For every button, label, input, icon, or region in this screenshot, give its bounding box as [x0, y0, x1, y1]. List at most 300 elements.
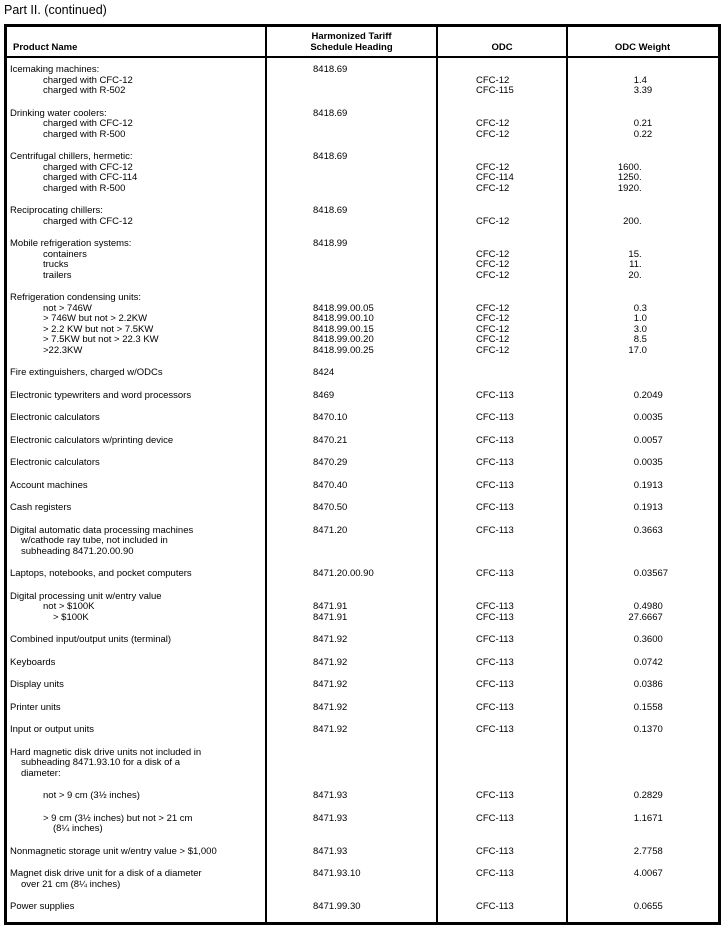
product-name-cell: Combined input/output units (terminal) — [10, 634, 172, 645]
odc-cell — [437, 152, 567, 163]
odc-weight-int: 3 — [633, 323, 639, 335]
odc-cell: CFC-12 — [476, 161, 510, 173]
odc-weight-frac: .03567 — [639, 568, 669, 579]
odc-weight-cell — [567, 725, 718, 736]
odc-cell: CFC-114 — [476, 172, 514, 183]
tariff-heading-cell — [266, 592, 437, 603]
odc-weight-int: 1 — [633, 313, 639, 324]
tariff-heading-cell: 8471.91 — [313, 601, 348, 612]
product-name-cell: Icemaking machines: — [10, 64, 100, 75]
odc-cell: CFC-12 — [476, 334, 510, 345]
odc-cell — [437, 824, 567, 835]
odc-weight-int: 27 — [628, 611, 639, 623]
tariff-heading-cell: 8471.92 — [313, 679, 348, 690]
row-group — [7, 748, 718, 780]
odc-weight-cell — [567, 569, 718, 580]
odc-weight-cell — [567, 748, 718, 759]
odc-weight-cell — [567, 526, 718, 537]
tariff-heading-cell: 8418.99.00.25 — [313, 344, 374, 356]
table-header-row — [7, 27, 718, 58]
product-name-cell: > 7.5KW but not > 22.3 KW — [43, 334, 159, 345]
product-name-cell: Hard magnetic disk drive units not included in — [10, 746, 202, 758]
product-name-cell: > 746W but not > 2.2KW — [43, 313, 148, 324]
product-name-cell: Mobile refrigeration systems: — [10, 238, 132, 249]
odc-cell: CFC-113 — [476, 568, 514, 579]
odc-weight-frac: .1671 — [639, 812, 663, 824]
tariff-heading-cell: 8471.92 — [313, 656, 348, 668]
odc-weight-cell — [567, 346, 718, 357]
odc-cell — [437, 769, 567, 780]
odc-weight-int: 0 — [633, 502, 639, 513]
odc-cell: CFC-113 — [476, 868, 514, 879]
odc-cell — [437, 239, 567, 250]
product-name-cell: >22.3KW — [43, 344, 83, 356]
odc-cell: CFC-113 — [476, 434, 514, 446]
product-name-cell: diameter: — [21, 767, 61, 779]
table-body — [7, 58, 718, 922]
odc-weight-int: 0 — [633, 524, 639, 536]
tariff-heading-cell — [266, 173, 437, 184]
odc-weight-int: 0 — [633, 118, 639, 129]
odc-weight-int — [567, 547, 639, 558]
tariff-heading-cell: 8470.10 — [313, 412, 348, 423]
product-name-cell: > $100K — [53, 611, 89, 623]
odc-cell: CFC-113 — [476, 524, 514, 536]
tariff-heading-cell: 8418.99.00.15 — [313, 323, 374, 335]
odc-weight-cell — [567, 436, 718, 447]
odc-weight-int: 0 — [633, 434, 639, 446]
odc-weight-int — [567, 206, 639, 217]
tariff-heading-cell: 8418.69 — [313, 205, 348, 216]
tariff-heading-cell — [266, 130, 437, 141]
odc-weight-int — [567, 239, 639, 250]
row-group — [7, 526, 718, 558]
odc-weight-cell — [567, 217, 718, 228]
odc-weight-cell — [567, 119, 718, 130]
tariff-heading-cell — [266, 536, 437, 547]
odc-weight-int: 8 — [633, 334, 639, 345]
odc-weight-cell — [567, 130, 718, 141]
odc-cell: CFC-12 — [476, 313, 510, 324]
odc-weight-cell — [567, 184, 718, 195]
product-name-cell: Electronic calculators — [10, 457, 100, 468]
odc-weight-frac: .22 — [639, 128, 653, 140]
product-name-cell: charged with CFC-12 — [43, 161, 133, 173]
odc-weight-frac: .3 — [639, 302, 647, 314]
odc-weight-cell — [567, 791, 718, 802]
odc-weight-cell — [567, 613, 718, 624]
product-name-cell: Centrifugal chillers, hermetic: — [10, 151, 133, 162]
product-name-cell: charged with CFC-12 — [43, 74, 133, 86]
product-name-cell: Electronic calculators w/printing device — [10, 434, 174, 446]
product-name-cell: subheading 8471.93.10 for a disk of a — [21, 757, 180, 768]
odc-weight-int: 17 — [628, 344, 639, 356]
odc-weight-int — [567, 758, 639, 769]
tariff-heading-cell: 8471.92 — [313, 634, 348, 645]
odc-weight-cell — [567, 152, 718, 163]
odc-weight-int — [567, 536, 639, 547]
odc-weight-frac: .1558 — [639, 701, 663, 713]
odc-weight-int: 0 — [633, 568, 639, 579]
tariff-table — [4, 24, 721, 925]
tariff-heading-cell — [266, 217, 437, 228]
page-title: Part II. (continued) — [4, 3, 107, 17]
odc-weight-cell — [567, 293, 718, 304]
row-group — [7, 109, 718, 141]
odc-cell: CFC-12 — [476, 248, 510, 260]
tariff-heading-cell — [266, 260, 437, 271]
odc-cell: CFC-12 — [476, 118, 510, 129]
odc-cell — [437, 368, 567, 379]
tariff-heading-cell — [266, 119, 437, 130]
odc-weight-int: 0 — [633, 656, 639, 668]
odc-weight-int — [567, 748, 639, 759]
odc-weight-int: 0 — [633, 790, 639, 801]
odc-weight-frac: . — [639, 269, 642, 281]
odc-weight-frac: .0035 — [639, 457, 663, 468]
odc-cell — [437, 547, 567, 558]
tariff-heading-cell: 8418.99.00.05 — [313, 302, 374, 314]
odc-weight-int: 0 — [633, 901, 639, 912]
odc-cell: CFC-113 — [476, 389, 514, 401]
odc-cell: CFC-12 — [476, 302, 510, 314]
row-group — [7, 293, 718, 356]
column-header-tariff-heading-line1: Harmonized Tariff — [311, 31, 392, 42]
odc-weight-frac: .39 — [639, 85, 653, 96]
odc-weight-cell — [567, 206, 718, 217]
product-name-cell: Drinking water coolers: — [10, 107, 107, 119]
odc-weight-cell — [567, 680, 718, 691]
tariff-heading-cell — [266, 163, 437, 174]
odc-weight-frac: . — [639, 172, 642, 183]
odc-cell: CFC-113 — [476, 701, 514, 713]
row-group — [7, 658, 718, 669]
product-name-cell: not > 746W — [43, 302, 92, 314]
odc-weight-cell — [567, 314, 718, 325]
odc-weight-frac: .3600 — [639, 634, 663, 645]
odc-cell: CFC-113 — [476, 634, 514, 645]
odc-weight-int — [567, 65, 639, 76]
odc-weight-cell — [567, 503, 718, 514]
tariff-heading-cell: 8418.69 — [313, 151, 348, 162]
odc-weight-cell — [567, 769, 718, 780]
tariff-heading-cell: 8418.69 — [313, 64, 348, 75]
tariff-heading-cell — [266, 76, 437, 87]
odc-weight-int: 0 — [633, 128, 639, 140]
odc-weight-int: 15 — [628, 248, 639, 260]
product-name-cell: not > $100K — [43, 601, 95, 612]
tariff-heading-cell — [266, 293, 437, 304]
odc-weight-int: 0 — [633, 634, 639, 645]
product-name-cell: Digital automatic data processing machines — [10, 524, 194, 536]
tariff-heading-cell — [266, 748, 437, 759]
odc-cell: CFC-113 — [476, 457, 514, 468]
odc-weight-frac: .0035 — [639, 412, 663, 423]
tariff-heading-cell: 8418.69 — [313, 107, 348, 119]
odc-weight-frac: . — [639, 259, 642, 270]
odc-weight-cell — [567, 271, 718, 282]
tariff-heading-cell: 8470.40 — [313, 479, 348, 491]
odc-weight-int: 0 — [633, 412, 639, 423]
odc-weight-frac: . — [639, 182, 642, 194]
product-name-cell: Magnet disk drive unit for a disk of a diameter — [10, 868, 202, 879]
odc-weight-frac: .0386 — [639, 679, 663, 690]
product-name-cell: Electronic calculators — [10, 412, 100, 423]
odc-weight-frac: .1370 — [639, 724, 663, 735]
tariff-heading-cell: 8471.93 — [313, 845, 348, 857]
odc-weight-frac: .4980 — [639, 601, 663, 612]
odc-weight-cell — [567, 703, 718, 714]
row-group — [7, 703, 718, 714]
odc-weight-int: 1250 — [617, 172, 639, 183]
odc-cell: CFC-12 — [476, 259, 510, 270]
odc-cell: CFC-12 — [476, 182, 510, 194]
odc-weight-int: 0 — [633, 679, 639, 690]
row-group — [7, 436, 718, 447]
tariff-heading-cell: 8470.50 — [313, 502, 348, 513]
odc-cell — [437, 293, 567, 304]
tariff-heading-cell — [266, 880, 437, 891]
odc-cell: CFC-113 — [476, 845, 514, 857]
odc-cell: CFC-113 — [476, 901, 514, 912]
row-group — [7, 503, 718, 514]
odc-cell — [437, 65, 567, 76]
tariff-heading-cell — [266, 547, 437, 558]
product-name-cell: charged with R-500 — [43, 128, 126, 140]
odc-weight-int: 200 — [623, 215, 639, 227]
tariff-heading-cell — [266, 769, 437, 780]
odc-cell — [437, 206, 567, 217]
tariff-heading-cell: 8471.93 — [313, 812, 348, 824]
odc-weight-cell — [567, 173, 718, 184]
column-header-tariff-heading-line2: Schedule Heading — [310, 42, 393, 53]
odc-weight-cell — [567, 880, 718, 891]
odc-weight-cell — [567, 635, 718, 646]
product-name-cell: Power supplies — [10, 901, 75, 912]
odc-weight-int — [567, 769, 639, 780]
tariff-heading-cell — [266, 824, 437, 835]
row-group — [7, 152, 718, 194]
row-group — [7, 869, 718, 890]
odc-weight-int — [567, 824, 639, 835]
row-group — [7, 725, 718, 736]
odc-cell: CFC-113 — [476, 601, 514, 612]
tariff-heading-cell — [266, 184, 437, 195]
odc-weight-frac: .4 — [639, 74, 647, 86]
row-group — [7, 791, 718, 802]
tariff-heading-cell: 8471.93.10 — [313, 868, 361, 879]
odc-cell: CFC-113 — [476, 412, 514, 423]
product-name-cell: Laptops, notebooks, and pocket computers — [10, 568, 192, 579]
column-header-product-name: Product Name — [13, 42, 78, 53]
odc-cell: CFC-113 — [476, 656, 514, 668]
odc-cell: CFC-12 — [476, 74, 510, 86]
row-group — [7, 902, 718, 913]
product-name-cell: charged with CFC-12 — [43, 215, 133, 227]
tariff-heading-cell: 8418.99 — [313, 238, 348, 249]
tariff-heading-cell: 8469 — [313, 389, 335, 401]
tariff-heading-cell: 8418.99.00.20 — [313, 334, 374, 345]
odc-weight-int: 1 — [633, 812, 639, 824]
column-header-odc-weight: ODC Weight — [614, 42, 671, 53]
odc-weight-frac: . — [639, 161, 642, 173]
odc-weight-int: 20 — [628, 269, 639, 281]
product-name-cell: > 2.2 KW but not > 7.5KW — [43, 323, 154, 335]
product-name-cell: charged with R-500 — [43, 182, 126, 194]
odc-weight-int: 1600 — [617, 161, 639, 173]
odc-weight-cell — [567, 391, 718, 402]
tariff-heading-cell — [266, 758, 437, 769]
odc-weight-int — [567, 293, 639, 304]
odc-cell: CFC-113 — [476, 724, 514, 735]
odc-weight-int: 0 — [633, 724, 639, 735]
column-header-odc: ODC — [491, 42, 513, 53]
product-name-cell: Account machines — [10, 479, 88, 491]
row-group — [7, 239, 718, 281]
product-name-cell: Fire extinguishers, charged w/ODCs — [10, 367, 163, 378]
odc-cell: CFC-12 — [476, 215, 510, 227]
row-group — [7, 635, 718, 646]
odc-weight-cell — [567, 847, 718, 858]
row-group — [7, 481, 718, 492]
product-name-cell: w/cathode ray tube, not included in — [21, 535, 168, 546]
odc-weight-int — [567, 109, 639, 120]
odc-weight-cell — [567, 335, 718, 346]
product-name-cell: Keyboards — [10, 656, 56, 668]
odc-cell: CFC-113 — [476, 479, 514, 491]
odc-weight-int: 1920 — [617, 182, 639, 194]
odc-weight-cell — [567, 902, 718, 913]
odc-cell: CFC-113 — [476, 812, 514, 824]
odc-weight-cell — [567, 239, 718, 250]
product-name-cell: Display units — [10, 679, 64, 690]
product-name-cell: containers — [43, 248, 87, 260]
odc-weight-cell — [567, 65, 718, 76]
odc-weight-frac: .2829 — [639, 790, 663, 801]
odc-weight-frac: .6667 — [639, 611, 663, 623]
odc-cell: CFC-113 — [476, 611, 514, 623]
odc-weight-cell — [567, 536, 718, 547]
odc-weight-cell — [567, 481, 718, 492]
tariff-heading-cell: 8470.21 — [313, 434, 348, 446]
odc-cell: CFC-113 — [476, 679, 514, 690]
product-name-cell: Input or output units — [10, 724, 94, 735]
odc-weight-frac: .0 — [639, 344, 647, 356]
odc-weight-cell — [567, 602, 718, 613]
tariff-heading-cell: 8471.91 — [313, 611, 348, 623]
row-group — [7, 814, 718, 835]
odc-weight-frac: .0057 — [639, 434, 663, 446]
tariff-heading-cell — [266, 250, 437, 261]
tariff-heading-cell: 8470.29 — [313, 457, 348, 468]
odc-cell — [437, 880, 567, 891]
product-name-cell: charged with CFC-114 — [43, 172, 138, 183]
odc-weight-int — [567, 880, 639, 891]
odc-weight-frac: .0067 — [639, 868, 663, 879]
odc-weight-frac: .0 — [639, 323, 647, 335]
product-name-cell: over 21 cm (8¼ inches) — [21, 878, 121, 890]
row-group — [7, 592, 718, 624]
odc-weight-int: 2 — [633, 845, 639, 857]
tariff-heading-cell: 8418.99.00.10 — [313, 313, 374, 324]
odc-weight-cell — [567, 368, 718, 379]
odc-cell — [437, 748, 567, 759]
odc-weight-int: 0 — [633, 457, 639, 468]
odc-weight-int: 0 — [633, 701, 639, 713]
odc-cell: CFC-12 — [476, 344, 510, 356]
tariff-heading-cell — [266, 86, 437, 97]
odc-weight-frac: .1913 — [639, 502, 663, 513]
row-group — [7, 413, 718, 424]
column-header-tariff-heading — [266, 31, 437, 56]
odc-cell: CFC-12 — [476, 269, 510, 281]
odc-weight-int: 4 — [633, 868, 639, 879]
product-name-cell: Nonmagnetic storage unit w/entry value > $1,000 — [10, 845, 217, 857]
product-name-cell: Reciprocating chillers: — [10, 205, 103, 216]
row-group — [7, 458, 718, 469]
odc-weight-int: 0 — [633, 389, 639, 401]
odc-weight-frac: .5 — [639, 334, 647, 345]
product-name-cell: Digital processing unit w/entry value — [10, 590, 162, 602]
odc-weight-int: 3 — [633, 85, 639, 96]
odc-weight-cell — [567, 814, 718, 825]
product-name-cell: Electronic typewriters and word processors — [10, 389, 192, 401]
odc-weight-cell — [567, 824, 718, 835]
odc-cell: CFC-12 — [476, 128, 510, 140]
product-name-cell: > 9 cm (3½ inches) but not > 21 cm — [43, 812, 193, 824]
product-name-cell: charged with CFC-12 — [43, 118, 133, 129]
tariff-heading-cell: 8471.20 — [313, 524, 348, 536]
tariff-heading-cell: 8471.20.00.90 — [313, 568, 374, 579]
odc-weight-frac: . — [639, 215, 642, 227]
odc-weight-cell — [567, 458, 718, 469]
product-name-cell: Printer units — [10, 701, 61, 713]
odc-weight-cell — [567, 547, 718, 558]
odc-weight-int: 11 — [629, 259, 639, 270]
odc-weight-cell — [567, 758, 718, 769]
odc-cell — [437, 758, 567, 769]
row-group — [7, 368, 718, 379]
odc-weight-frac: .3663 — [639, 524, 663, 536]
product-name-cell: (8¼ inches) — [53, 823, 103, 834]
odc-weight-frac: .1913 — [639, 479, 663, 491]
odc-weight-frac: .0 — [639, 313, 647, 324]
row-group — [7, 847, 718, 858]
row-group — [7, 206, 718, 227]
odc-weight-frac: .21 — [639, 118, 653, 129]
odc-weight-cell — [567, 413, 718, 424]
odc-weight-frac: .7758 — [639, 845, 663, 857]
odc-weight-int — [567, 592, 639, 603]
tariff-heading-cell: 8471.93 — [313, 790, 348, 801]
odc-cell: CFC-113 — [476, 502, 514, 513]
tariff-heading-cell: 8424 — [313, 367, 335, 378]
product-name-cell: trucks — [43, 259, 69, 270]
product-name-cell: not > 9 cm (3½ inches) — [43, 790, 140, 801]
odc-weight-int — [567, 152, 639, 163]
odc-weight-int: 0 — [633, 479, 639, 491]
tariff-heading-cell: 8471.92 — [313, 724, 348, 735]
tariff-heading-cell: 8471.92 — [313, 701, 348, 713]
odc-cell: CFC-12 — [476, 323, 510, 335]
odc-weight-int: 0 — [633, 601, 639, 612]
odc-weight-int: 1 — [633, 74, 639, 86]
product-name-cell: charged with R-502 — [43, 85, 126, 96]
odc-weight-int: 0 — [633, 302, 639, 314]
product-name-cell: subheading 8471.20.00.90 — [21, 545, 134, 557]
tariff-heading-cell — [266, 271, 437, 282]
product-name-cell: Refrigeration condensing units: — [10, 292, 141, 303]
